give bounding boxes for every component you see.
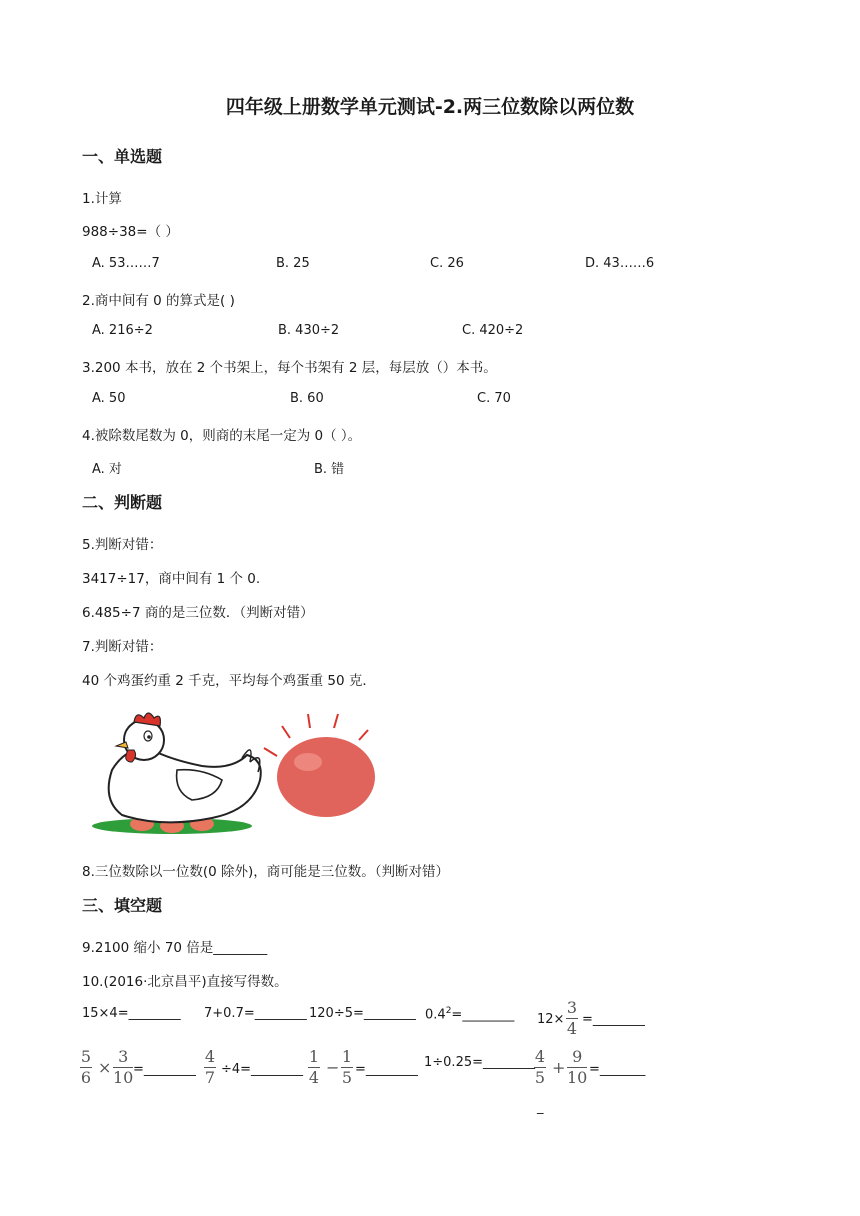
q7-statement: 40 个鸡蛋约重 2 千克，平均每个鸡蛋重 50 克． xyxy=(82,673,376,689)
denominator: 4 xyxy=(308,1068,320,1087)
hen-pupil xyxy=(147,735,151,739)
shine-line-3 xyxy=(308,714,310,728)
q10-item-j-blank: =_______ xyxy=(589,1062,646,1077)
denominator: 5 xyxy=(534,1068,546,1087)
q10-item-12-times-prefix: 12× xyxy=(537,1012,565,1027)
q3-option-b: B. 60 xyxy=(290,391,324,406)
denominator: 6 xyxy=(80,1068,92,1087)
q2-option-c: C. 420÷2 xyxy=(462,323,524,338)
q6-label: 6.485÷7 商的是三位数．（判断对错） xyxy=(82,605,314,621)
q4-label: 4.被除数尾数为 0，则商的末尾一定为 0（ ）。 xyxy=(82,428,362,444)
hen-and-egg-illustration xyxy=(82,700,382,840)
page-title: 四年级上册数学单元测试-2.两三位数除以两位数 xyxy=(225,96,635,118)
q10-item-f-blank: =________ xyxy=(133,1062,196,1077)
egg-highlight xyxy=(294,753,322,771)
q8-label: 8.三位数除以一位数(0 除外)，商可能是三位数。（判断对错） xyxy=(82,864,450,880)
shine-line-1 xyxy=(264,748,277,756)
q5-statement: 3417÷17，商中间有 1 个 0. xyxy=(82,571,261,587)
q1-option-c: C. 26 xyxy=(430,256,464,271)
q10-item-1div025: 1÷0.25=________ xyxy=(424,1055,536,1070)
numerator: 1 xyxy=(341,1047,353,1066)
shine-line-4 xyxy=(334,714,338,728)
q10-item-120div5: 120÷5=________ xyxy=(309,1006,416,1021)
section-heading-single-choice: 一、单选题 xyxy=(82,147,163,166)
plus-symbol: + xyxy=(552,1058,566,1077)
denominator: 10 xyxy=(113,1068,134,1087)
hen-beak xyxy=(116,742,128,748)
fraction-5-6 xyxy=(80,1049,92,1086)
fraction-1-5 xyxy=(341,1049,353,1086)
hen-wattle xyxy=(126,750,136,762)
q1-label: 1.计算 xyxy=(82,191,122,207)
numerator: 3 xyxy=(118,1047,129,1066)
fraction-4-7 xyxy=(204,1049,216,1086)
q9-label: 9.2100 缩小 70 倍是________ xyxy=(82,940,268,956)
denominator: 5 xyxy=(341,1068,353,1087)
shine-line-2 xyxy=(282,726,290,738)
q10-item-04-squared xyxy=(425,1006,514,1022)
q10-item-15x4: 15×4=________ xyxy=(82,1006,181,1021)
q1-option-a: A. 53……7 xyxy=(92,256,160,271)
q1-option-d: D. 43……6 xyxy=(585,256,655,271)
numerator: 4 xyxy=(204,1047,216,1066)
q4-option-a: A. 对 xyxy=(92,462,122,477)
q10-item-g-rest: ÷4=________ xyxy=(221,1062,304,1077)
q1-expression: 988÷38=（ ） xyxy=(82,224,179,240)
numerator: 5 xyxy=(80,1047,92,1066)
q10-item-7plus07: 7+0.7=________ xyxy=(204,1006,307,1021)
q10-item-h-blank: =________ xyxy=(355,1062,418,1077)
q3-option-c: C. 70 xyxy=(477,391,511,406)
minus-symbol: − xyxy=(326,1058,340,1077)
fraction-4-5 xyxy=(534,1049,546,1086)
numerator: 4 xyxy=(534,1047,546,1066)
q2-option-a: A. 216÷2 xyxy=(92,323,153,338)
times-symbol: × xyxy=(98,1058,112,1077)
blank: =________ xyxy=(451,1007,515,1023)
exponent: 2 xyxy=(445,1006,452,1016)
q1-option-b: B. 25 xyxy=(276,256,310,271)
section-heading-true-false: 二、判断题 xyxy=(82,493,163,512)
fraction-3-10 xyxy=(113,1049,133,1086)
fraction-9-10 xyxy=(567,1049,587,1086)
fraction-1-4 xyxy=(308,1049,320,1086)
section-heading-fill-blank: 三、填空题 xyxy=(82,896,163,915)
fraction-3-4 xyxy=(566,1000,578,1037)
big-egg xyxy=(277,737,375,817)
q3-label: 3.200 本书，放在 2 个书架上，每个书架有 2 层，每层放（）本书。 xyxy=(82,360,497,376)
q10-label: 10.(2016·北京昌平)直接写得数。 xyxy=(82,974,288,990)
shine-line-5 xyxy=(359,730,368,740)
q2-option-b: B. 430÷2 xyxy=(278,323,340,338)
numerator: 9 xyxy=(572,1047,583,1066)
q10-item-12-times-blank: =________ xyxy=(582,1012,645,1027)
q4-option-b: B. 错 xyxy=(314,462,345,477)
q7-label: 7.判断对错： xyxy=(82,639,163,655)
base: 0.4 xyxy=(425,1007,446,1023)
denominator: 7 xyxy=(204,1068,216,1087)
q3-option-a: A. 50 xyxy=(92,391,126,406)
q2-label: 2.商中间有 0 的算式是( ) xyxy=(82,293,235,309)
trailing-underscore: _ xyxy=(537,1100,544,1115)
q5-label: 5.判断对错： xyxy=(82,537,163,553)
denominator: 4 xyxy=(566,1019,578,1038)
numerator: 1 xyxy=(308,1047,320,1066)
denominator: 10 xyxy=(567,1068,588,1087)
numerator: 3 xyxy=(566,998,578,1017)
